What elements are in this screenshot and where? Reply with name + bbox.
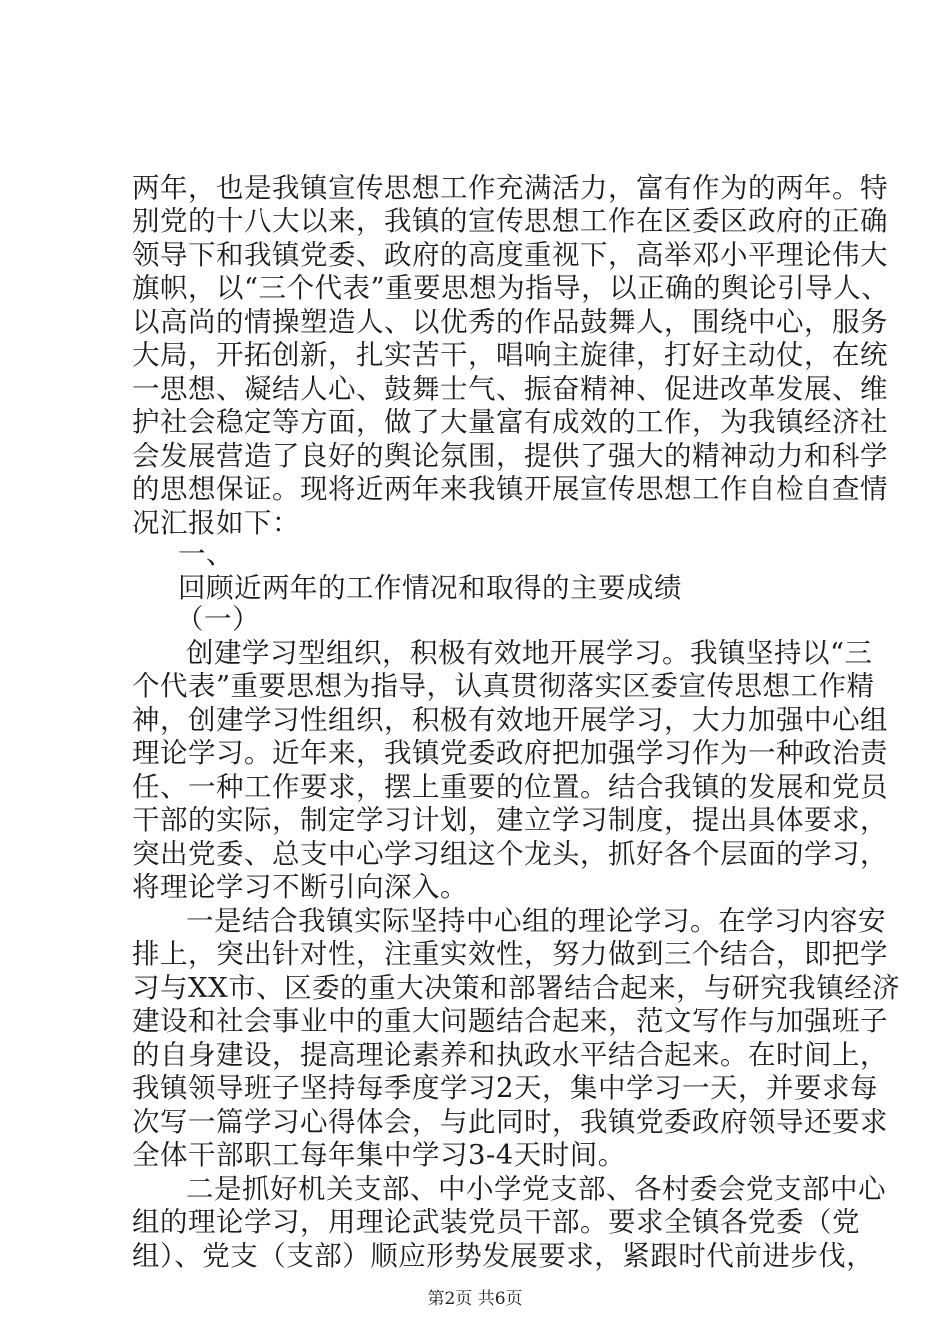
paragraph-start: 创建学习型组织，积极有效地开展学习。我镇坚持以“三 bbox=[186, 637, 873, 669]
text-line: 况汇报如下： bbox=[132, 507, 300, 539]
section-heading: 回顾近两年的工作情况和取得的主要成绩 bbox=[178, 572, 682, 604]
text-line: 组的理论学习，用理论武装党员干部。要求全镇各党委（党 bbox=[132, 1206, 860, 1238]
text-line: 理论学习。近年来，我镇党委政府把加强学习作为一种政治责 bbox=[132, 737, 888, 769]
subsection-number: （一） bbox=[176, 603, 260, 635]
text-line: 组）、党支（支部）顺应形势发展要求，紧跟时代前进步伐， bbox=[132, 1240, 875, 1272]
text-line: 护社会稳定等方面，做了大量富有成效的工作，为我镇经济社 bbox=[132, 406, 888, 438]
text-line: 旗帜，以“三个代表”重要思想为指导，以正确的舆论引导人、 bbox=[132, 272, 890, 304]
paragraph-start: 一是结合我镇实际坚持中心组的理论学习。在学习内容安 bbox=[186, 905, 886, 937]
text-line: 建设和社会事业中的重大问题结合起来，范文写作与加强班子 bbox=[132, 1005, 888, 1037]
text-line: 一思想、凝结人心、鼓舞士气、振奋精神、促进改革发展、维 bbox=[132, 373, 888, 405]
text-line: 我镇领导班子坚持每季度学习2天，集中学习一天，并要求每 bbox=[132, 1072, 878, 1104]
text-line: 排上，突出针对性，注重实效性，努力做到三个结合，即把学 bbox=[132, 938, 888, 970]
text-line: 的思想保证。现将近两年来我镇开展宣传思想工作自检自查情 bbox=[132, 473, 888, 505]
text-line: 领导下和我镇党委、政府的高度重视下，高举邓小平理论伟大 bbox=[132, 239, 888, 271]
text-line: 全体干部职工每年集中学习3-4天时间。 bbox=[132, 1139, 626, 1171]
text-line: 干部的实际，制定学习计划，建立学习制度，提出具体要求， bbox=[132, 804, 888, 836]
page-footer: 第2页 共6页 bbox=[427, 1289, 523, 1309]
text-line: 任、一种工作要求，摆上重要的位置。结合我镇的发展和党员 bbox=[132, 771, 888, 803]
paragraph-start: 二是抓好机关支部、中小学党支部、各村委会党支部中心 bbox=[186, 1173, 886, 1205]
text-line: 个代表”重要思想为指导，认真贯彻落实区委宣传思想工作精 bbox=[132, 670, 875, 702]
text-line: 以高尚的情操塑造人、以优秀的作品鼓舞人，围绕中心，服务 bbox=[132, 306, 888, 338]
text-line: 别党的十八大以来，我镇的宣传思想工作在区委区政府的正确 bbox=[132, 205, 888, 237]
text-line: 大局，开拓创新，扎实苦干，唱响主旋律，打好主动仗，在统 bbox=[132, 339, 888, 371]
text-line: 神，创建学习性组织，积极有效地开展学习，大力加强中心组 bbox=[132, 704, 888, 736]
text-line: 两年，也是我镇宣传思想工作充满活力，富有作为的两年。特 bbox=[132, 172, 888, 204]
section-number: 一、 bbox=[178, 538, 234, 570]
text-line: 习与XX市、区委的重大决策和部署结合起来，与研究我镇经济 bbox=[132, 972, 901, 1004]
text-line: 将理论学习不断引向深入。 bbox=[132, 871, 468, 903]
text-line: 会发展营造了良好的舆论氛围，提供了强大的精神动力和科学 bbox=[132, 440, 888, 472]
text-line: 的自身建设，提高理论素养和执政水平结合起来。在时间上， bbox=[132, 1039, 888, 1071]
text-line: 次写一篇学习心得体会，与此同时，我镇党委政府领导还要求 bbox=[132, 1106, 888, 1138]
text-line: 突出党委、总支中心学习组这个龙头，抓好各个层面的学习， bbox=[132, 838, 888, 870]
